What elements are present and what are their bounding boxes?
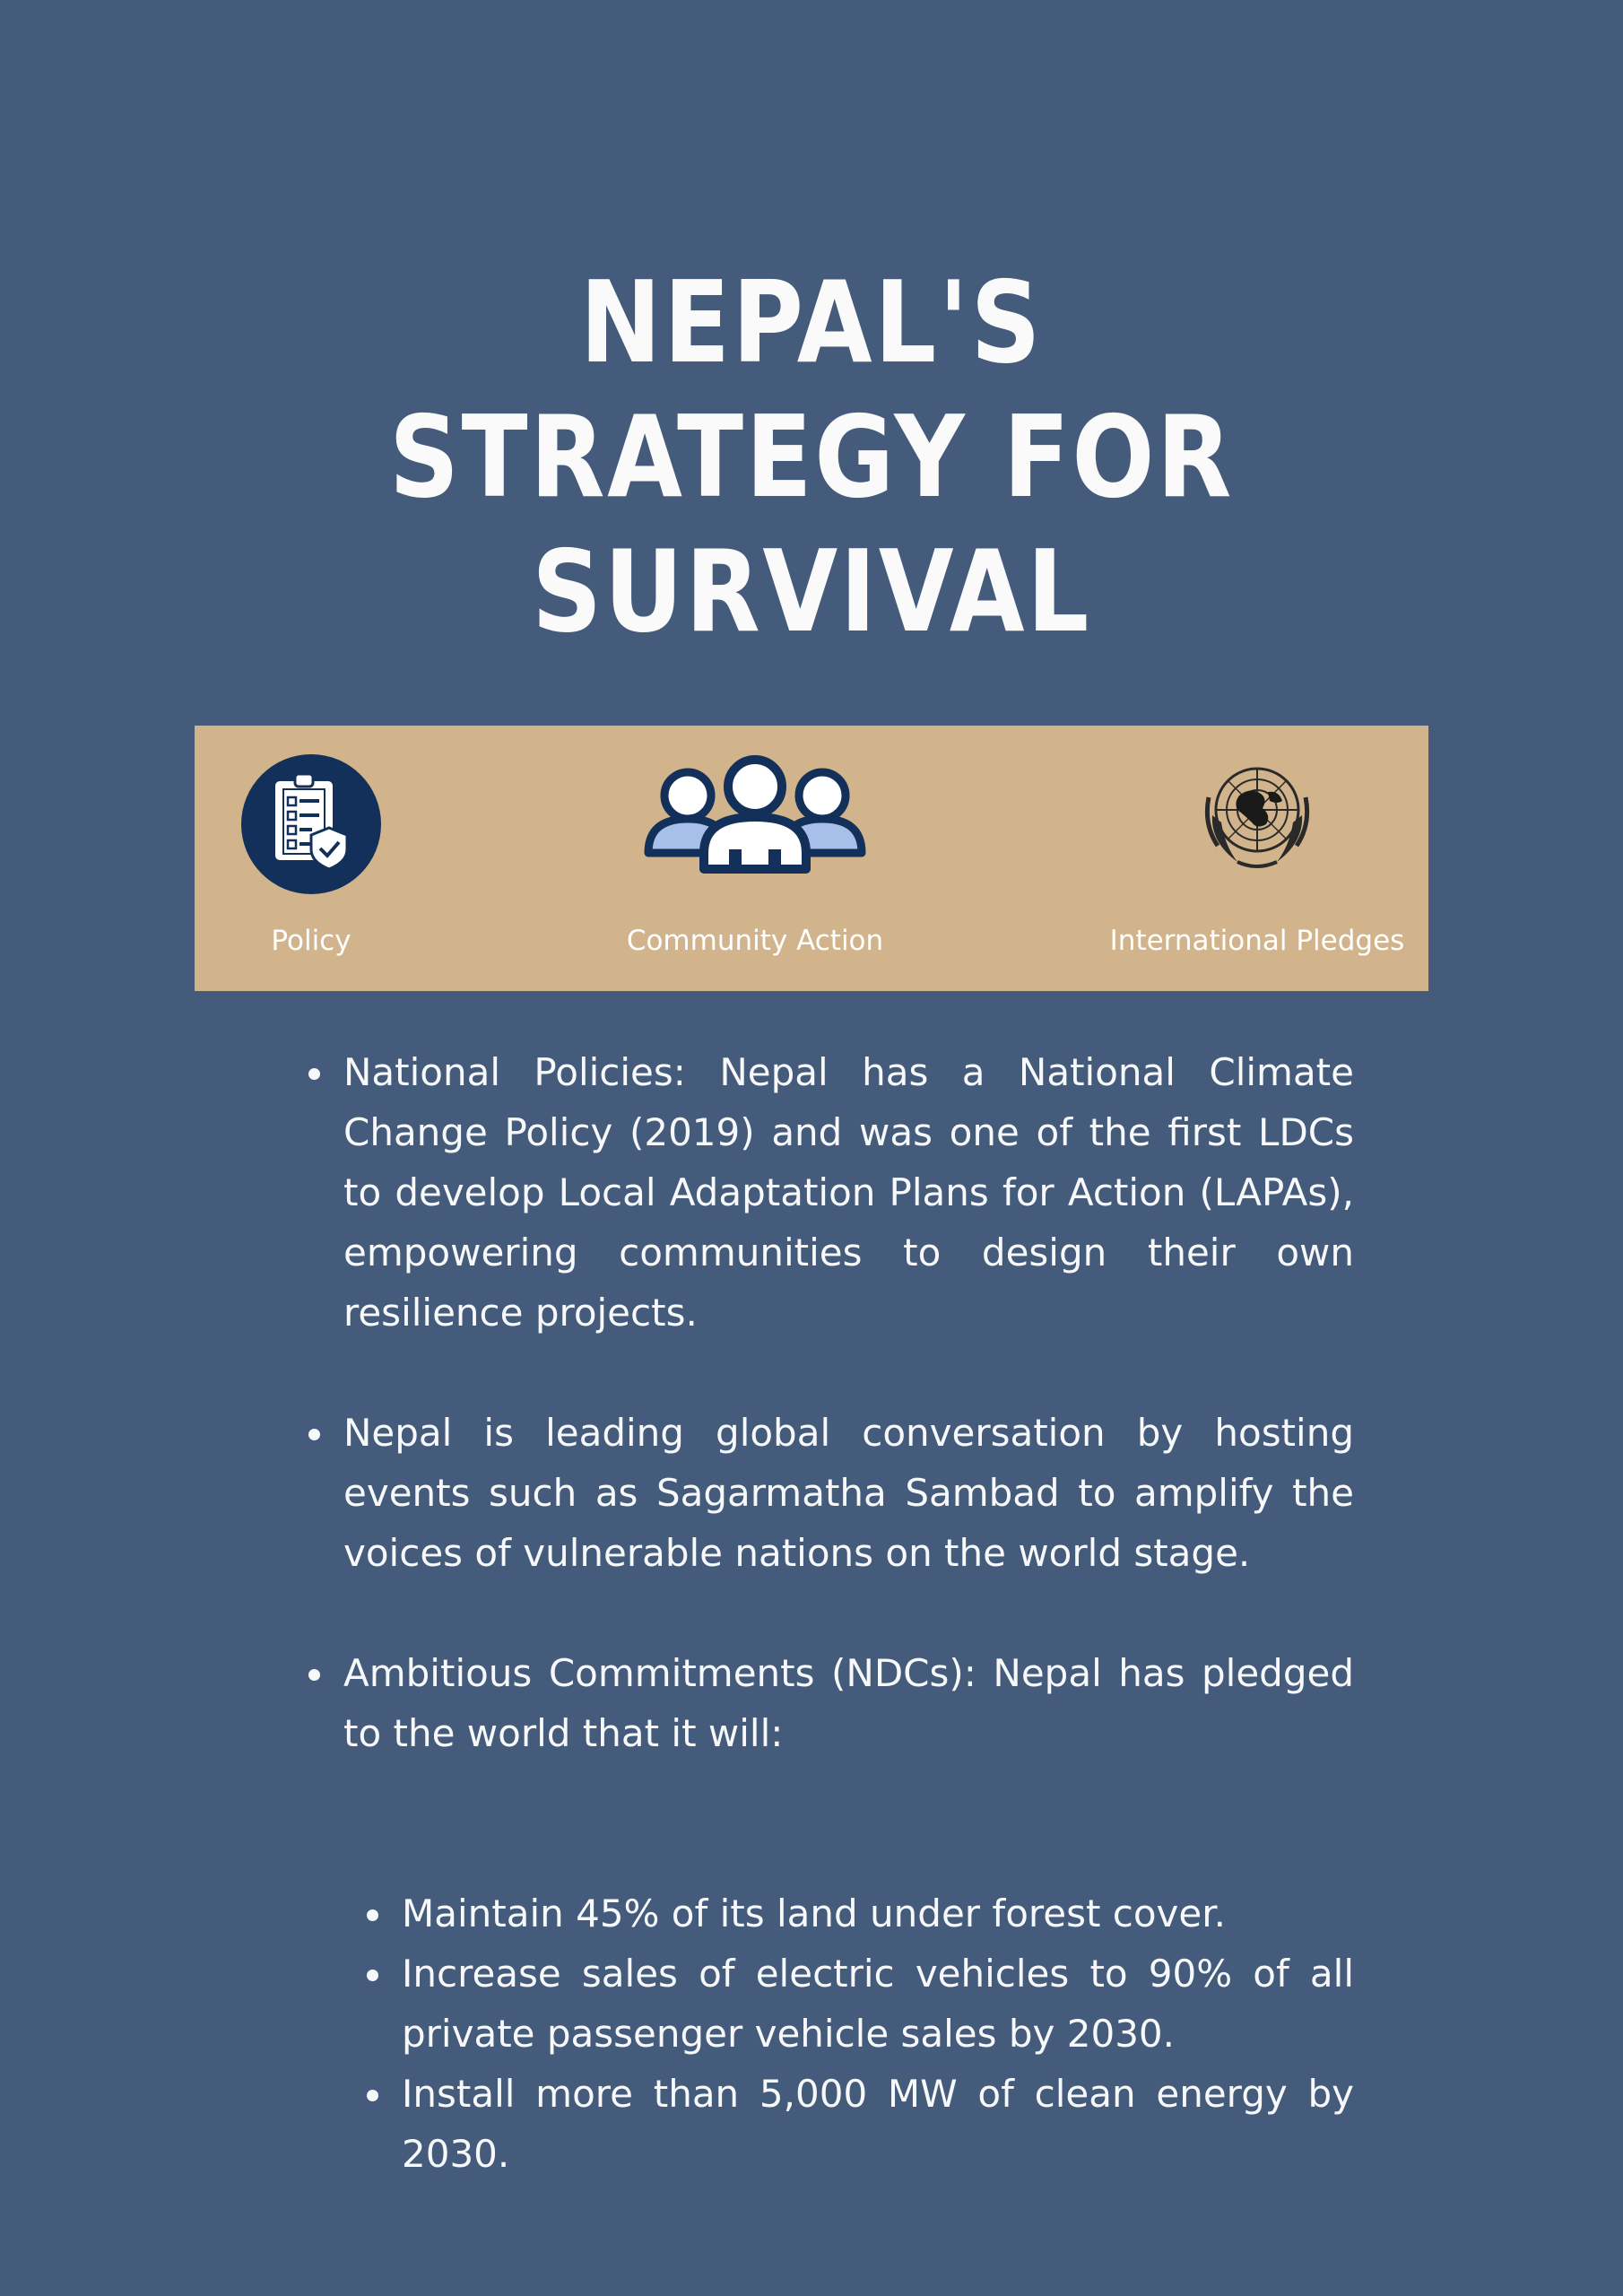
band-label-international-pledges: International Pledges <box>1109 925 1405 957</box>
main-bullet-list <box>305 1042 1354 1763</box>
sub-bullet-clean-energy: Install more than 5,000 MW of clean energy by 2030. <box>363 2064 1354 2184</box>
band-item-policy <box>221 726 401 991</box>
band-label-policy: Policy <box>271 925 352 957</box>
people-group-icon <box>643 752 867 882</box>
title-line-3: SURVIVAL <box>532 526 1091 657</box>
clipboard-shield-icon <box>239 752 383 900</box>
un-emblem-icon <box>1185 752 1329 882</box>
title-line-1: NEPAL'S <box>579 257 1044 388</box>
sub-bullet-electric-vehicles: Increase sales of electric vehicles to 90% of all private passenger vehicle sales by 2030. <box>363 1944 1354 2064</box>
sub-bullet-forest-cover: Maintain 45% of its land under forest cover. <box>363 1883 1354 1944</box>
band-label-community-action: Community Action <box>626 925 884 957</box>
band-item-community-action <box>571 726 939 991</box>
strategy-icon-band <box>195 726 1428 991</box>
commitments-sub-list <box>305 1883 1354 2184</box>
page-title <box>0 256 1623 659</box>
bullet-global-conversation: Nepal is leading global conversation by hosting events such as Sagarmatha Sambad to amplify the voices of vulnerable nations on the world stage. <box>305 1403 1354 1583</box>
bullet-national-policies: National Policies: Nepal has a National Climate Change Policy (2019) and was one of the first LDCs to develop Local Adaptation Plans for Action (LAPAs), empowering communities to design their own resilience projects. <box>305 1042 1354 1343</box>
band-item-international-pledges <box>1091 726 1423 991</box>
title-line-2: STRATEGY FOR <box>388 391 1235 523</box>
bullet-ambitious-commitments: Ambitious Commitments (NDCs): Nepal has pledged to the world that it will: <box>305 1643 1354 1763</box>
strategy-content <box>305 1042 1354 2184</box>
